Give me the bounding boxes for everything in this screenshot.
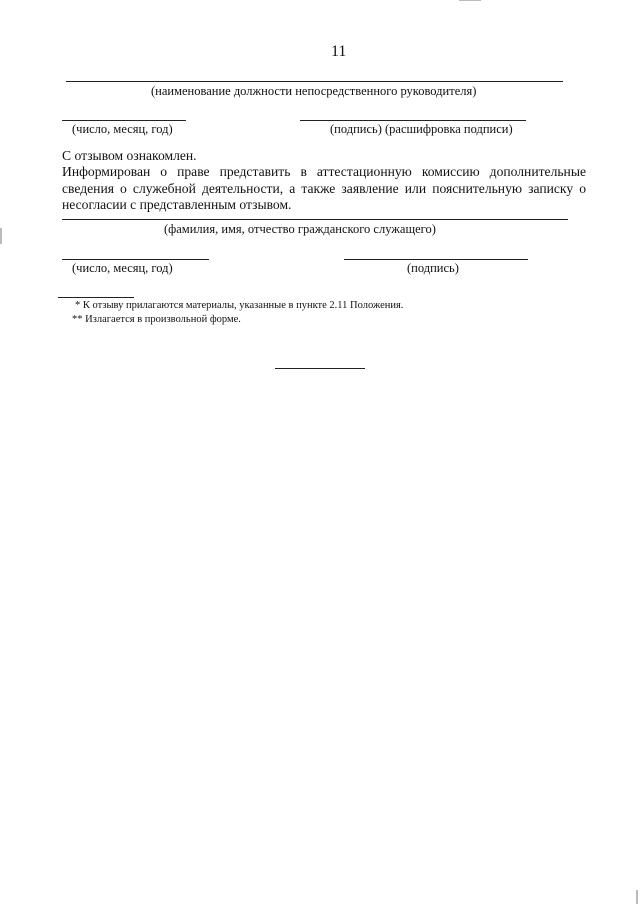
footnote-1: * К отзыву прилагаются материалы, указанные в пункте 2.11 Положения. bbox=[75, 300, 404, 311]
employee-signature-line bbox=[344, 259, 528, 260]
scan-edge-mark bbox=[459, 0, 481, 1]
supervisor-title-caption: (наименование должности непосредственного руководителя) bbox=[151, 84, 477, 98]
supervisor-signature-caption: (подпись) (расшифровка подписи) bbox=[330, 122, 513, 136]
page-number: 11 bbox=[331, 43, 347, 60]
supervisor-date-caption: (число, месяц, год) bbox=[72, 122, 173, 136]
scan-edge-mark bbox=[0, 228, 2, 244]
supervisor-signature-line bbox=[300, 120, 526, 121]
supervisor-title-line bbox=[66, 81, 563, 82]
employee-signature-caption: (подпись) bbox=[407, 261, 459, 275]
employee-date-line bbox=[62, 259, 209, 260]
acknowledgement-line: С отзывом ознакомлен. bbox=[62, 148, 197, 163]
end-of-document-rule bbox=[275, 368, 365, 369]
supervisor-date-line bbox=[62, 120, 186, 121]
employee-name-caption: (фамилия, имя, отчество гражданского служащего) bbox=[164, 222, 436, 236]
employee-name-line bbox=[62, 219, 568, 220]
footnote-2: ** Излагается в произвольной форме. bbox=[72, 314, 241, 325]
employee-date-caption: (число, месяц, год) bbox=[72, 261, 173, 275]
scan-edge-mark bbox=[636, 890, 638, 904]
acknowledgement-paragraph: Информирован о праве представить в аттестационную комиссию дополнительные сведения о служебной деятельности, а также заявление или пояснительную записку о несогласии с представленным отзывом. bbox=[62, 164, 586, 212]
footnote-separator bbox=[58, 297, 134, 298]
